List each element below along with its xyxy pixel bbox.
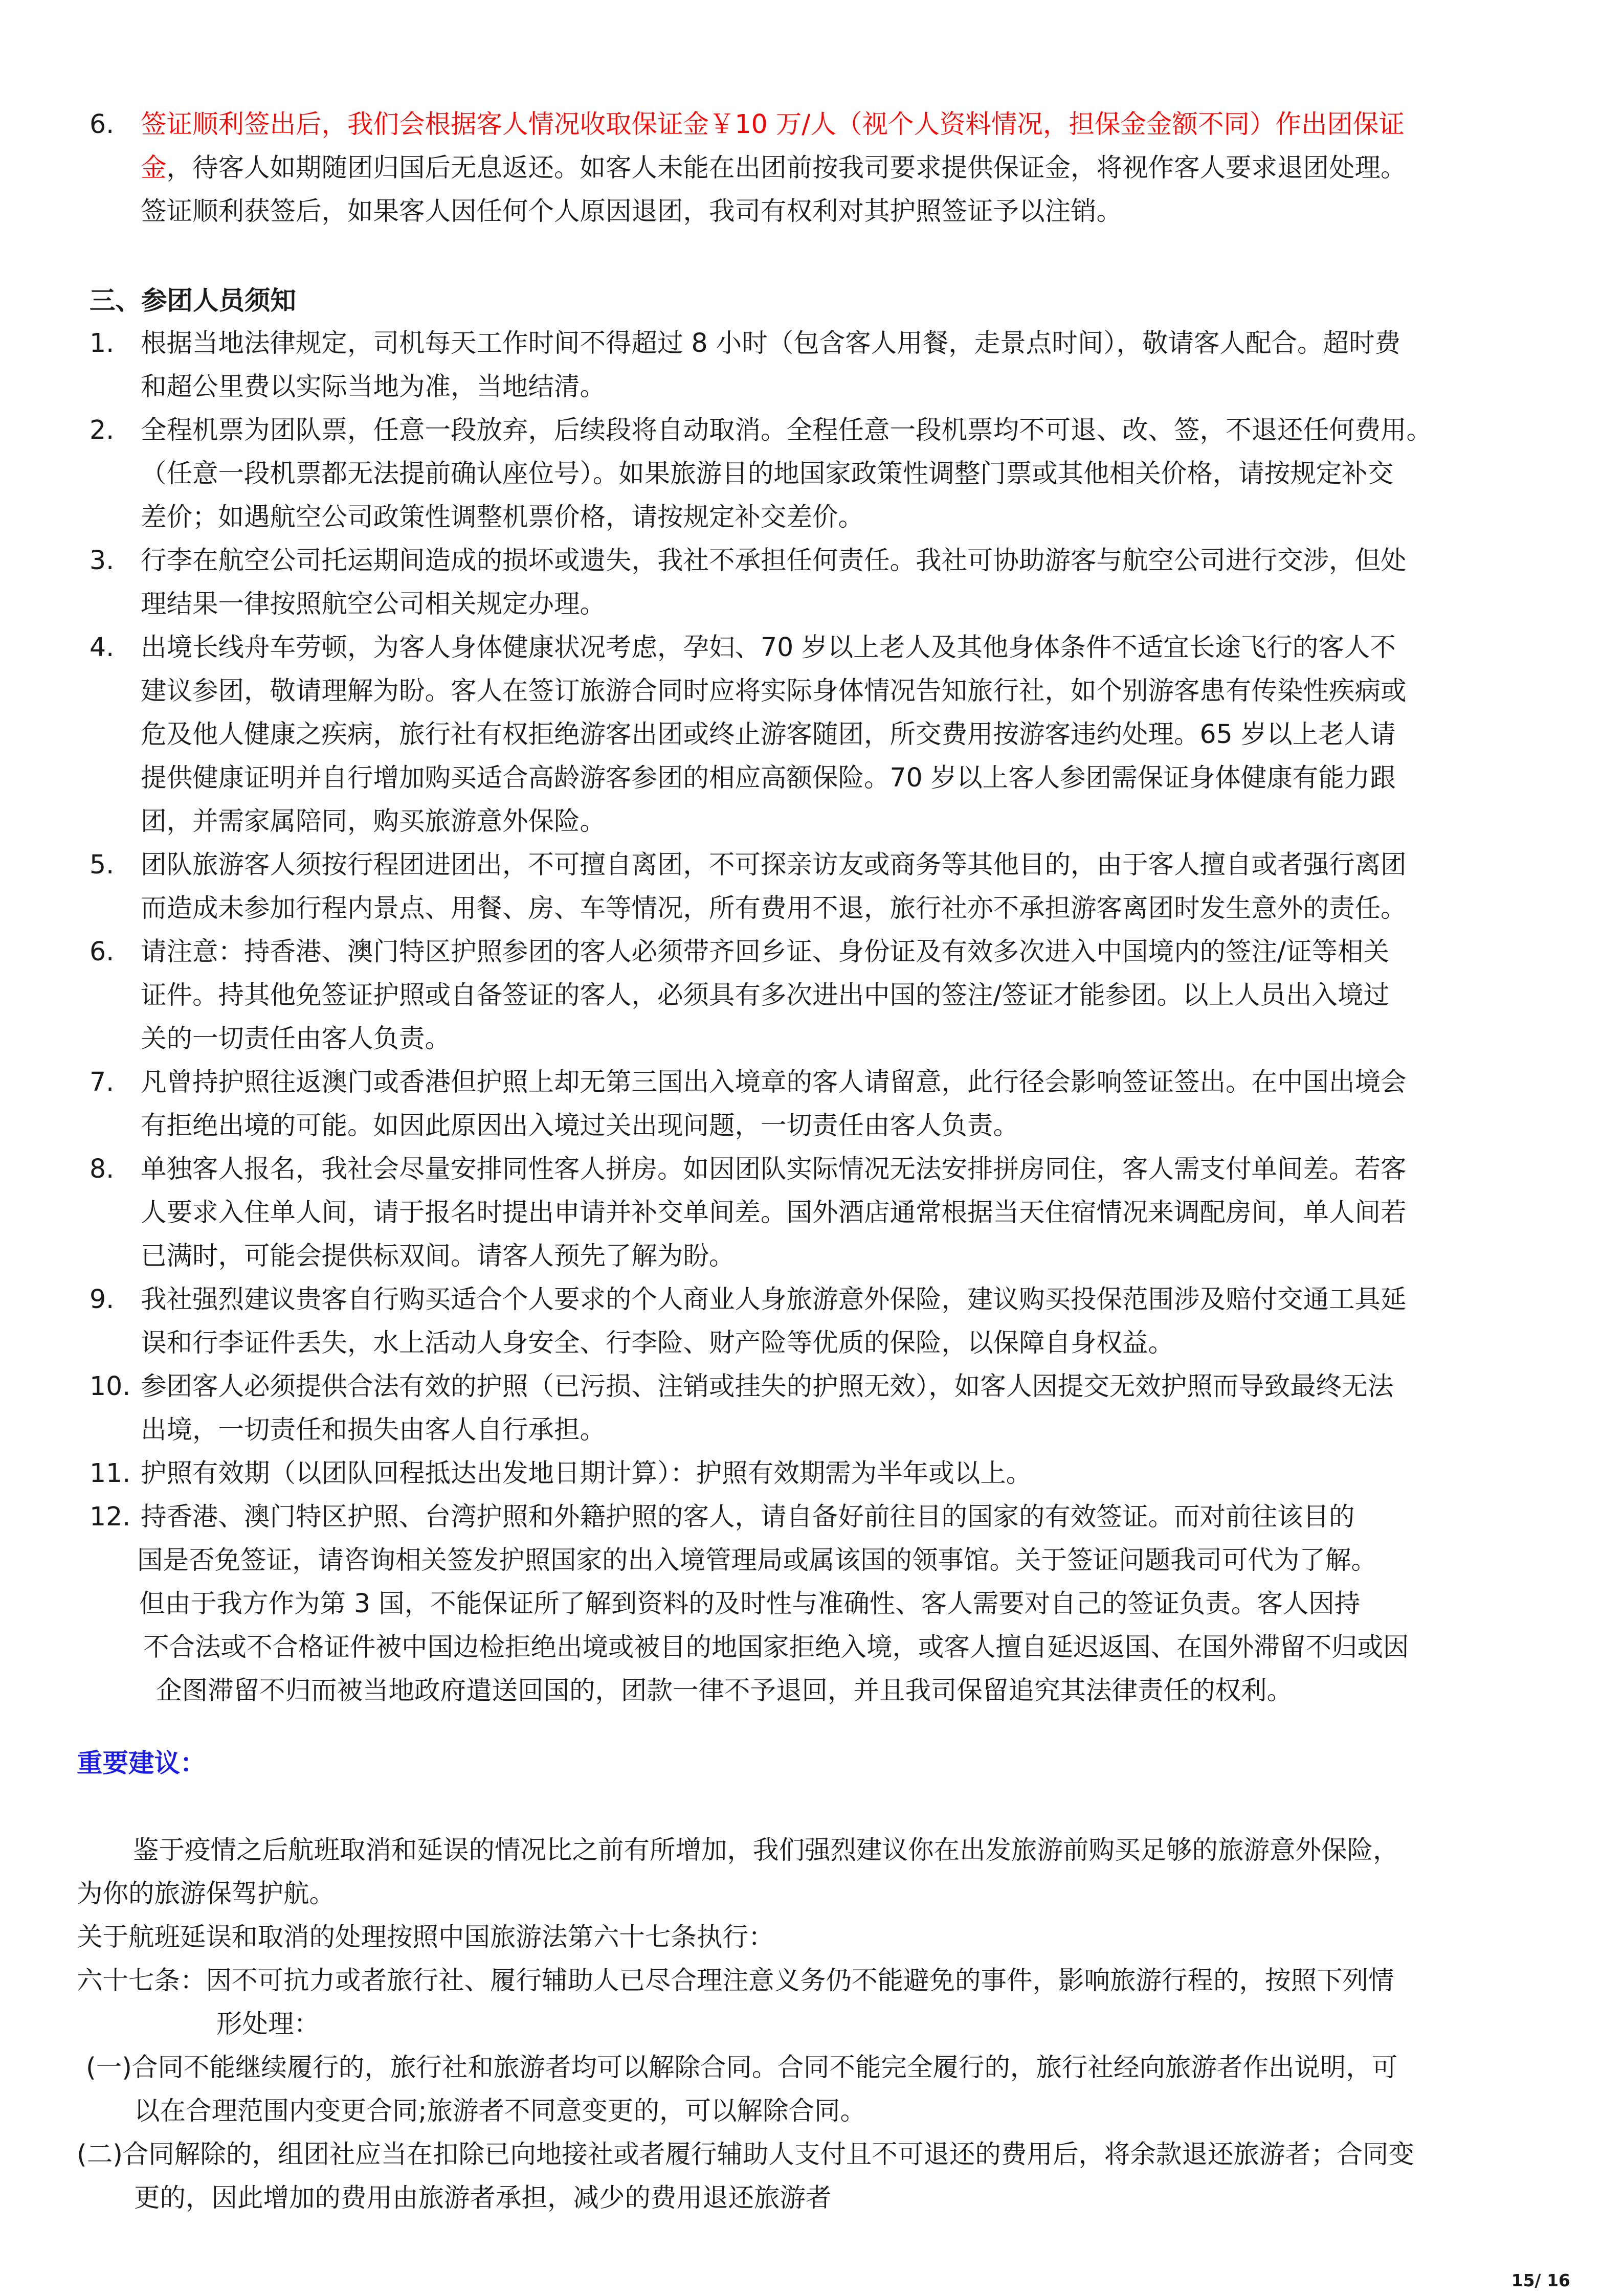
article-line: [77, 1959, 1555, 2002]
rule-line: 人要求入住单人间，请于报名时提出申请并补交单间差。国外酒店通常根据当天住宿情况来调配房间，单人间若: [141, 1197, 1407, 1227]
clause-2: [77, 2132, 1555, 2219]
list-number: 5.: [90, 849, 115, 880]
rule-item: [77, 1277, 1555, 1364]
advice-title: 重要建议：: [77, 1748, 206, 1778]
rule-line: 企图滞留不归而被当地政府遣送回国的，团款一律不予退回，并且我司保留追究其法律责任的权利。: [156, 1675, 1293, 1705]
rule-line: 而造成未参加行程内景点、用餐、房、车等情况，所有费用不退，旅行社亦不承担游客离团时发生意外的责任。: [141, 893, 1407, 923]
rule-line: 国是否免签证，请咨询相关签发护照国家的出入境管理局或属该国的领事馆。关于签证问题我司可代为了解。: [137, 1545, 1377, 1575]
rule-line: 关的一切责任由客人负责。: [141, 1023, 451, 1053]
rule-item: [77, 1147, 1555, 1277]
list-number: 8.: [90, 1154, 115, 1184]
rule-line: 全程机票为团队票，任意一段放弃，后续段将自动取消。全程任意一段机票均不可退、改、签，不退还任何费用。: [141, 415, 1432, 445]
rule-line: 凡曾持护照往返澳门或香港但护照上却无第三国出入境章的客人请留意，此行径会影响签证签出。在中国出境会: [141, 1067, 1407, 1097]
rule-line: 单独客人报名，我社会尽量安排同性客人拼房。如因团队实际情况无法安排拼房同住，客人需支付单间差。若客: [141, 1154, 1407, 1184]
rule-item: [77, 1060, 1555, 1147]
clause-text: 合同不能继续履行的，旅行社和旅游者均可以解除合同。合同不能完全履行的，旅行社经向旅游者作出说明，可: [131, 2052, 1398, 2082]
article-label: 六十七条：: [77, 1965, 206, 1995]
rule-line: 已满时，可能会提供标双间。请客人预先了解为盼。: [141, 1241, 735, 1271]
rule-line: 差价；如遇航空公司政策性调整机票价格，请按规定补交差价。: [141, 502, 864, 532]
visa-deposit-line: 签证顺利签出后，我们会根据客人情况收取保证金￥10 万/人（视个人资料情况，担保金金额不同）作出团保证: [141, 109, 1405, 139]
rule-line: 但由于我方作为第 3 国，不能保证所了解到资料的及时性与准确性、客人需要对自己的签证负责。客人因持: [139, 1588, 1361, 1618]
clause-label: (二): [77, 2139, 123, 2169]
rules-list: [77, 321, 1555, 1712]
list-number: 12.: [90, 1501, 131, 1532]
clause-label: (一): [86, 2052, 132, 2082]
rule-line: 有拒绝出境的可能。如因此原因出入境过关出现问题，一切责任由客人负责。: [141, 1110, 1019, 1140]
article-text: 因不可抗力或者旅行社、履行辅助人已尽合理注意义务仍不能避免的事件，影响旅游行程的，按照下列情: [206, 1965, 1394, 1995]
rule-item: [77, 538, 1555, 625]
article-67: [77, 1959, 1555, 2045]
advice-line: 关于航班延误和取消的处理按照中国旅游法第六十七条执行：: [77, 1922, 774, 1952]
rule-line: 出境长线舟车劳顿，为客人身体健康状况考虑，孕妇、70 岁以上老人及其他身体条件不适宜长途飞行的客人不: [141, 632, 1396, 662]
rule-line: 我社强烈建议贵客自行购买适合个人要求的个人商业人身旅游意外保险，建议购买投保范围涉及赔付交通工具延: [141, 1284, 1407, 1314]
rule-line: 建议参团，敬请理解为盼。客人在签订旅游合同时应将实际身体情况告知旅行社，如个别游客患有传染性疾病或: [141, 676, 1407, 706]
rule-line: 团，并需家属陪同，购买旅游意外保险。: [141, 806, 606, 836]
list-number: 6.: [90, 109, 115, 139]
rule-item: [77, 1495, 1555, 1712]
rule-line: 不合法或不合格证件被中国边检拒绝出境或被目的地国家拒绝入境，或客人擅自延迟返国、在国外滞留不归或因: [143, 1632, 1409, 1662]
list-number: 1.: [90, 328, 115, 358]
list-number: 6.: [90, 936, 115, 966]
rule-line: 团队旅游客人须按行程团进团出，不可擅自离团，不可探亲访友或商务等其他目的，由于客人擅自或者强行离团: [141, 849, 1407, 880]
clause-line: 以在合理范围内变更合同;旅游者不同意变更的，可以解除合同。: [134, 2096, 866, 2126]
rule-item: [77, 843, 1555, 930]
rule-item: [77, 321, 1555, 408]
list-number: 9.: [90, 1284, 115, 1314]
rule-item: [77, 1451, 1555, 1495]
visa-deposit-line: 签证顺利获签后，如果客人因任何个人原因退团，我司有权利对其护照签证予以注销。: [141, 196, 1122, 226]
rule-line: 参团客人必须提供合法有效的护照（已污损、注销或挂失的护照无效），如客人因提交无效护照而导致最终无法: [141, 1371, 1394, 1401]
rule-line: 根据当地法律规定，司机每天工作时间不得超过 8 小时（包含客人用餐，走景点时间），敬请客人配合。超时费: [141, 328, 1400, 358]
visa-item-6: [77, 102, 1555, 233]
rule-line: 持香港、澳门特区护照、台湾护照和外籍护照的客人，请自备好前往目的国家的有效签证。而对前往该目的: [141, 1501, 1355, 1532]
rule-line: 出境，一切责任和损失由客人自行承担。: [141, 1414, 606, 1445]
clause-line: [77, 2045, 1555, 2089]
clause-line: 更的，因此增加的费用由旅游者承担，减少的费用退还旅游者: [134, 2182, 832, 2213]
rule-line: 理结果一律按照航空公司相关规定办理。: [141, 589, 606, 619]
rule-item: [77, 408, 1555, 538]
rule-line: 护照有效期（以团队回程抵达出发地日期计算）：护照有效期需为半年或以上。: [141, 1458, 1032, 1488]
rule-line: 请注意：持香港、澳门特区护照参团的客人必须带齐回乡证、身份证及有效多次进入中国境内的签注/证等相关: [141, 936, 1390, 966]
section-heading: 三、参团人员须知: [90, 285, 296, 316]
rule-line: 危及他人健康之疾病，旅行社有权拒绝游客出团或终止游客随团，所交费用按游客违约处理。65 岁以上老人请: [141, 719, 1396, 749]
clause-text: 合同解除的，组团社应当在扣除已向地接社或者履行辅助人支付且不可退还的费用后，将余款退还旅游者；合同变: [122, 2139, 1414, 2169]
visa-deposit-text: ，待客人如期随团归国后无息返还。如客人未能在出团前按我司要求提供保证金，将视作客人要求退团处理。: [166, 152, 1407, 183]
visa-deposit-emphasis: 金: [141, 152, 167, 183]
list-number: 7.: [90, 1067, 115, 1097]
visa-deposit-line: [77, 146, 1555, 189]
rule-line: 证件。持其他免签证护照或自备签证的客人，必须具有多次进出中国的签注/签证才能参团。以上人员出入境过: [141, 980, 1390, 1010]
list-number: 3.: [90, 545, 115, 575]
rule-line: （任意一段机票都无法提前确认座位号）。如果旅游目的地国家政策性调整门票或其他相关价格，请按规定补交: [141, 458, 1394, 488]
rule-line: 提供健康证明并自行增加购买适合高龄游客参团的相应高额保险。70 岁以上客人参团需保证身体健康有能力跟: [141, 762, 1396, 793]
page-number: 15/ 16: [1511, 2270, 1570, 2290]
list-number: 10.: [90, 1371, 131, 1401]
advice-line: 鉴于疫情之后航班取消和延误的情况比之前有所增加，我们强烈建议你在出发旅游前购买足够的旅游意外保险，: [133, 1835, 1399, 1865]
advice-line: 为你的旅游保驾护航。: [77, 1878, 335, 1908]
advice-paragraph: [77, 1828, 1555, 1959]
rule-item: [77, 625, 1555, 843]
list-number: 11.: [90, 1458, 131, 1488]
clause-1: [77, 2045, 1555, 2132]
list-number: 2.: [90, 415, 115, 445]
clause-line: [77, 2132, 1555, 2176]
list-number: 4.: [90, 632, 115, 662]
article-line: 形处理：: [216, 2009, 320, 2039]
rule-item: [77, 1364, 1555, 1451]
rule-line: 行李在航空公司托运期间造成的损坏或遗失，我社不承担任何责任。我社可协助游客与航空公司进行交涉，但处: [141, 545, 1407, 575]
rule-line: 误和行李证件丢失，水上活动人身安全、行李险、财产险等优质的保险，以保障自身权益。: [141, 1327, 1174, 1358]
rule-line: 和超公里费以实际当地为准，当地结清。: [141, 371, 606, 401]
rule-item: [77, 930, 1555, 1060]
